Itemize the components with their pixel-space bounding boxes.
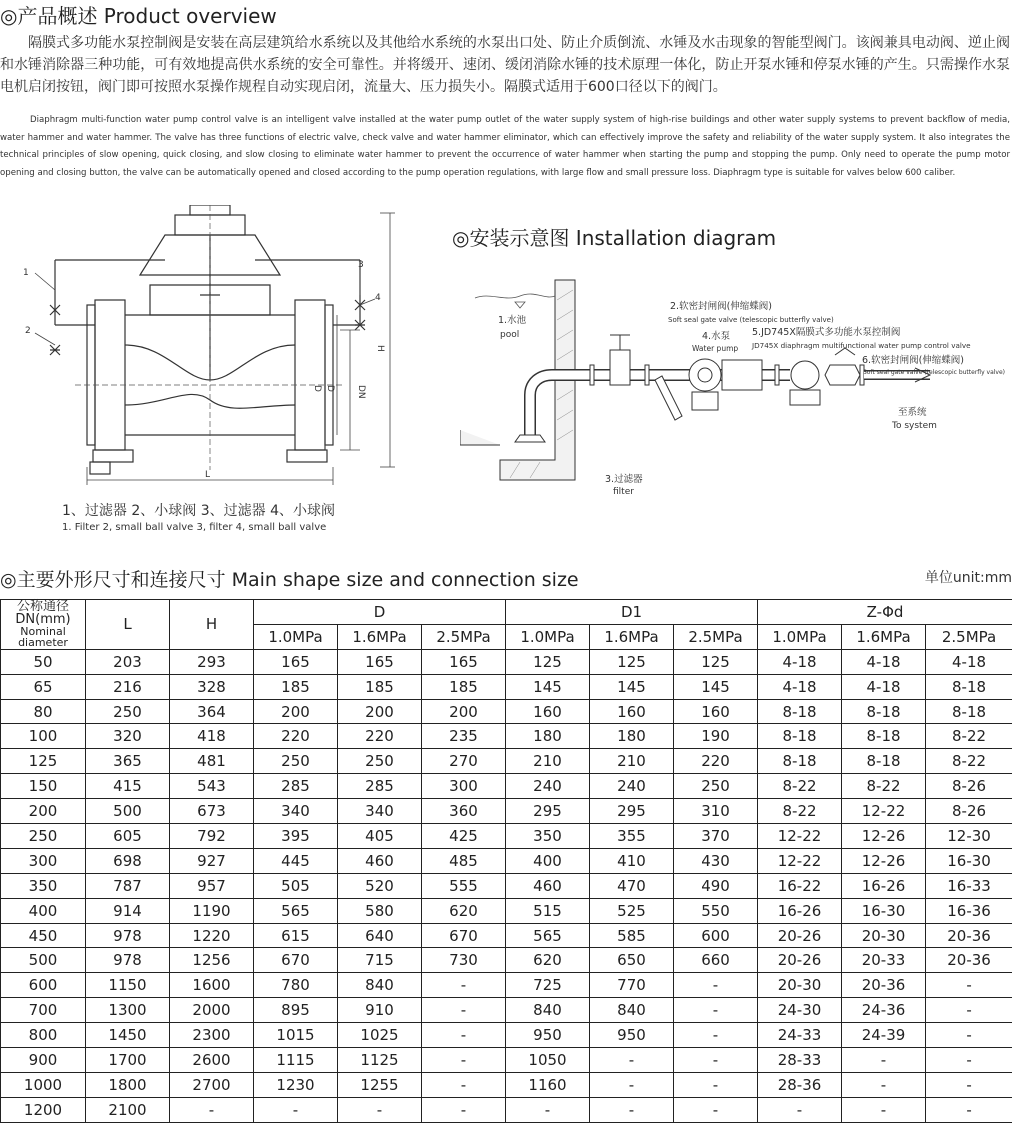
table-cell: 481 (170, 749, 254, 774)
table-cell: 300 (1, 848, 86, 873)
table-cell: 203 (86, 649, 170, 674)
valve-callout-2: 2 (25, 326, 31, 336)
table-cell: 715 (338, 948, 422, 973)
table-cell: 8-18 (842, 724, 926, 749)
table-cell: - (674, 973, 758, 998)
table-cell: 8-22 (926, 749, 1012, 774)
table-cell: 1700 (86, 1048, 170, 1073)
table-cell: 8-22 (758, 799, 842, 824)
label-system-en: To system (892, 421, 937, 431)
valve-dim-D: D (312, 385, 322, 392)
table-cell: 150 (1, 774, 86, 799)
table-row (1, 948, 1012, 973)
table-cell: 4-18 (758, 674, 842, 699)
table-cell: 445 (254, 848, 338, 873)
table-cell: 340 (338, 799, 422, 824)
table-cell: - (926, 998, 1012, 1023)
table-cell: 20-36 (842, 973, 926, 998)
table-cell: 615 (254, 923, 338, 948)
table-cell: 310 (674, 799, 758, 824)
table-cell: 670 (422, 923, 506, 948)
table-row (1, 923, 1012, 948)
header-D1: D1 (506, 600, 758, 625)
table-cell: 364 (170, 699, 254, 724)
table-cell: 145 (506, 674, 590, 699)
table-cell: - (674, 998, 758, 1023)
table-cell: 650 (590, 948, 674, 973)
table-cell: 910 (338, 998, 422, 1023)
label-gate6-cn: 6.软密封闸阀(伸缩蝶阀) (862, 355, 964, 366)
table-cell: 400 (1, 898, 86, 923)
table-cell: - (422, 1072, 506, 1097)
label-filter-cn: 3.过滤器 (605, 474, 643, 485)
table-cell: 460 (338, 848, 422, 873)
table-row (1, 699, 1012, 724)
label-filter-en: filter (613, 487, 634, 497)
table-cell: 12-22 (758, 848, 842, 873)
table-cell: 620 (506, 948, 590, 973)
table-cell: 125 (590, 649, 674, 674)
table-cell: 216 (86, 674, 170, 699)
table-cell: 8-22 (926, 724, 1012, 749)
valve-dim-H: H (375, 345, 385, 352)
table-cell: 792 (170, 824, 254, 849)
table-cell: 320 (86, 724, 170, 749)
table-cell: 8-22 (842, 774, 926, 799)
table-cell: 220 (674, 749, 758, 774)
table-cell: 450 (1, 923, 86, 948)
table-cell: 165 (422, 649, 506, 674)
table-cell: 100 (1, 724, 86, 749)
table-cell: 520 (338, 873, 422, 898)
table-row (1, 973, 1012, 998)
table-cell: 490 (674, 873, 758, 898)
table-cell: 395 (254, 824, 338, 849)
table-cell: 12-22 (758, 824, 842, 849)
table-row (1, 848, 1012, 873)
table-cell: 16-36 (926, 898, 1012, 923)
table-cell: 1025 (338, 1023, 422, 1048)
table-cell: 145 (674, 674, 758, 699)
table-cell: 698 (86, 848, 170, 873)
table-cell: 24-33 (758, 1023, 842, 1048)
table-cell: 730 (422, 948, 506, 973)
label-pump-en: Water pump (692, 344, 739, 353)
table-cell: 200 (254, 699, 338, 724)
table-cell: 250 (86, 699, 170, 724)
table-row (1, 774, 1012, 799)
table-cell: 20-33 (842, 948, 926, 973)
table-cell: 8-18 (842, 749, 926, 774)
header-pressure: 2.5MPa (422, 624, 506, 649)
table-cell: 895 (254, 998, 338, 1023)
table-cell: - (422, 1097, 506, 1122)
table-cell: 293 (170, 649, 254, 674)
table-cell: 550 (674, 898, 758, 923)
table-cell: 950 (590, 1023, 674, 1048)
table-row (1, 724, 1012, 749)
table-cell: 24-36 (842, 998, 926, 1023)
table-cell: - (674, 1048, 758, 1073)
valve-caption-cn: 1、过滤器 2、小球阀 3、过滤器 4、小球阀 (62, 503, 335, 519)
table-cell: 210 (506, 749, 590, 774)
table-cell: 555 (422, 873, 506, 898)
table-cell: 185 (338, 674, 422, 699)
table-cell: 200 (338, 699, 422, 724)
table-cell: 515 (506, 898, 590, 923)
header-pressure: 2.5MPa (674, 624, 758, 649)
table-cell: 8-26 (926, 799, 1012, 824)
table-cell: 250 (338, 749, 422, 774)
table-cell: 8-18 (926, 674, 1012, 699)
valve-dim-D1: D (325, 385, 335, 392)
table-cell: - (926, 1072, 1012, 1097)
table-cell: 4-18 (842, 674, 926, 699)
table-cell: - (842, 1072, 926, 1097)
valve-dim-DN: DN (356, 385, 366, 399)
table-cell: 1300 (86, 998, 170, 1023)
table-cell: 8-18 (758, 724, 842, 749)
table-cell: 1230 (254, 1072, 338, 1097)
table-cell: 1800 (86, 1072, 170, 1097)
table-cell: 210 (590, 749, 674, 774)
table-cell: - (674, 1097, 758, 1122)
table-cell: 125 (674, 649, 758, 674)
valve-dim-L: L (205, 470, 211, 480)
table-row (1, 1048, 1012, 1073)
table-cell: - (422, 1023, 506, 1048)
table-cell: 418 (170, 724, 254, 749)
overview-title: ◎产品概述 Product overview (0, 4, 277, 28)
table-cell: 1600 (170, 973, 254, 998)
table-cell: 12-26 (842, 824, 926, 849)
table-cell: 285 (338, 774, 422, 799)
table-cell: 285 (254, 774, 338, 799)
table-cell: 470 (590, 873, 674, 898)
table-cell: 8-18 (758, 699, 842, 724)
table-row (1, 674, 1012, 699)
table-cell: 20-26 (758, 948, 842, 973)
table-cell: 840 (506, 998, 590, 1023)
table-cell: 235 (422, 724, 506, 749)
table-cell: 2000 (170, 998, 254, 1023)
table-cell: 220 (254, 724, 338, 749)
unit-label: 单位unit:mm (924, 570, 1012, 586)
table-cell: 250 (254, 749, 338, 774)
table-cell: 1220 (170, 923, 254, 948)
table-cell: - (842, 1097, 926, 1122)
label-pump-cn: 4.水泵 (702, 331, 731, 342)
table-cell: 65 (1, 674, 86, 699)
table-cell: - (506, 1097, 590, 1122)
table-cell: 185 (422, 674, 506, 699)
label-gate2-cn: 2.软密封闸阀(伸缩蝶阀) (670, 301, 772, 312)
table-cell: 12-30 (926, 824, 1012, 849)
table-cell: 250 (674, 774, 758, 799)
table-cell: 370 (674, 824, 758, 849)
table-cell: 1450 (86, 1023, 170, 1048)
table-cell: 295 (506, 799, 590, 824)
table-cell: - (758, 1097, 842, 1122)
table-cell: 360 (422, 799, 506, 824)
label-pool-en: pool (500, 330, 520, 340)
table-cell: 80 (1, 699, 86, 724)
valve-drawing (15, 205, 400, 495)
table-row (1, 799, 1012, 824)
table-cell: 328 (170, 674, 254, 699)
table-cell: 2100 (86, 1097, 170, 1122)
table-cell: 525 (590, 898, 674, 923)
table-cell: 1190 (170, 898, 254, 923)
table-cell: 8-18 (842, 699, 926, 724)
table-cell: 700 (1, 998, 86, 1023)
label-control-en: JD745X diaphragm multifunctional water pump control valve (752, 341, 971, 350)
table-cell: 50 (1, 649, 86, 674)
table-cell: 787 (86, 873, 170, 898)
table-cell: 780 (254, 973, 338, 998)
table-cell: 840 (590, 998, 674, 1023)
header-pressure: 1.6MPa (590, 624, 674, 649)
table-cell: 28-33 (758, 1048, 842, 1073)
table-cell: - (926, 1097, 1012, 1122)
table-cell: 505 (254, 873, 338, 898)
table-cell: 840 (338, 973, 422, 998)
table-cell: 543 (170, 774, 254, 799)
table-cell: 1150 (86, 973, 170, 998)
table-cell: - (926, 1048, 1012, 1073)
table-cell: 355 (590, 824, 674, 849)
table-cell: 16-26 (758, 898, 842, 923)
dimensions-table (0, 599, 1012, 1123)
table-cell: - (674, 1072, 758, 1097)
table-cell: 145 (590, 674, 674, 699)
table-cell: 125 (506, 649, 590, 674)
header-pressure: 1.0MPa (758, 624, 842, 649)
table-cell: 160 (506, 699, 590, 724)
table-cell: 200 (1, 799, 86, 824)
table-cell: 160 (674, 699, 758, 724)
table-cell: 1050 (506, 1048, 590, 1073)
table-cell: 365 (86, 749, 170, 774)
table-cell: 660 (674, 948, 758, 973)
table-row (1, 749, 1012, 774)
header-H: H (170, 600, 254, 650)
table-cell: 927 (170, 848, 254, 873)
table-cell: 770 (590, 973, 674, 998)
installation-title: ◎安装示意图 Installation diagram (452, 226, 777, 250)
table-cell: 670 (254, 948, 338, 973)
table-cell: 640 (338, 923, 422, 948)
table-cell: 240 (590, 774, 674, 799)
table-cell: - (338, 1097, 422, 1122)
table-cell: 190 (674, 724, 758, 749)
label-control-cn: 5.JD745X隔膜式多功能水泵控制阀 (752, 327, 901, 338)
table-cell: 20-30 (758, 973, 842, 998)
header-L: L (86, 600, 170, 650)
table-row (1, 873, 1012, 898)
table-cell: 165 (254, 649, 338, 674)
header-pressure: 2.5MPa (926, 624, 1012, 649)
valve-callout-3: 3 (358, 260, 364, 270)
table-cell: 8-22 (758, 774, 842, 799)
table-cell: 16-30 (842, 898, 926, 923)
table-cell: 405 (338, 824, 422, 849)
table-cell: 12-22 (842, 799, 926, 824)
header-pressure: 1.6MPa (338, 624, 422, 649)
header-D: D (254, 600, 506, 625)
table-row (1, 998, 1012, 1023)
table-row (1, 824, 1012, 849)
table-cell: 28-36 (758, 1072, 842, 1097)
table-cell: 1015 (254, 1023, 338, 1048)
table-cell: 725 (506, 973, 590, 998)
table-cell: - (590, 1048, 674, 1073)
table-cell: 1256 (170, 948, 254, 973)
table-cell: 580 (338, 898, 422, 923)
header-pressure: 1.6MPa (842, 624, 926, 649)
table-cell: 800 (1, 1023, 86, 1048)
table-cell: 410 (590, 848, 674, 873)
dimensions-title: ◎主要外形尺寸和连接尺寸 Main shape size and connection size (0, 569, 579, 591)
table-cell: 340 (254, 799, 338, 824)
table-cell: 180 (590, 724, 674, 749)
table-cell: 185 (254, 674, 338, 699)
table-cell: 2700 (170, 1072, 254, 1097)
table-cell: 16-30 (926, 848, 1012, 873)
table-cell: 16-22 (758, 873, 842, 898)
table-cell: 1125 (338, 1048, 422, 1073)
table-cell: 350 (506, 824, 590, 849)
table-row (1, 1072, 1012, 1097)
valve-callout-4: 4 (375, 293, 381, 303)
table-cell: - (590, 1072, 674, 1097)
table-cell: 180 (506, 724, 590, 749)
table-cell: 2600 (170, 1048, 254, 1073)
table-cell: 4-18 (926, 649, 1012, 674)
table-cell: 270 (422, 749, 506, 774)
table-cell: - (674, 1023, 758, 1048)
installation-diagram (460, 270, 1010, 500)
table-cell: 1255 (338, 1072, 422, 1097)
table-cell: - (422, 973, 506, 998)
table-cell: 400 (506, 848, 590, 873)
label-gate6-en: Soft seal gate valve (telescopic butterfly valve) (863, 369, 1006, 376)
table-cell: 16-33 (926, 873, 1012, 898)
table-cell: 620 (422, 898, 506, 923)
valve-caption-en: 1. Filter 2, small ball valve 3, filter 4, small ball valve (62, 522, 327, 533)
table-cell: - (422, 998, 506, 1023)
table-cell: 485 (422, 848, 506, 873)
table-cell: - (590, 1097, 674, 1122)
table-cell: 1115 (254, 1048, 338, 1073)
table-cell: 4-18 (842, 649, 926, 674)
table-cell: 1160 (506, 1072, 590, 1097)
table-cell: 978 (86, 923, 170, 948)
table-cell: 20-30 (842, 923, 926, 948)
table-cell: 20-36 (926, 923, 1012, 948)
table-cell: 565 (254, 898, 338, 923)
overview-text-en: Diaphragm multi-function water pump control valve is an intelligent valve installed at the water pump outlet of the water supply system of high-rise buildings and other water supply systems to prevent backflow of media, water hammer and water hammer. The valve has three functions of electric valve, check valve and water hammer eliminator, which can effectively improve the safety and reliability of the water supply system. It also integrates the technical principles of slow opening, quick closing, and slow closing to eliminate water hammer to prevent the occurrence of water hammer when starting the pump and stopping the pump. Only need to operate the pump motor opening and closing button, the valve can be automatically opened and closed according to the pump operation regulations, with large flow and small pressure loss. Diaphragm type is suitable for valves below 600 caliber. (0, 115, 1010, 178)
table-cell: 8-18 (926, 699, 1012, 724)
table-cell: 425 (422, 824, 506, 849)
table-cell: 978 (86, 948, 170, 973)
table-cell: 500 (1, 948, 86, 973)
header-pressure: 1.0MPa (254, 624, 338, 649)
table-cell: 24-39 (842, 1023, 926, 1048)
table-cell: 415 (86, 774, 170, 799)
header-Z: Z-Φd (758, 600, 1012, 625)
valve-callout-1: 1 (23, 268, 29, 278)
table-cell: 950 (506, 1023, 590, 1048)
table-cell: 1000 (1, 1072, 86, 1097)
table-cell: 673 (170, 799, 254, 824)
label-pool-cn: 1.水池 (498, 315, 527, 326)
table-cell: 8-18 (758, 749, 842, 774)
table-cell: 20-26 (758, 923, 842, 948)
table-cell: 160 (590, 699, 674, 724)
table-cell: 200 (422, 699, 506, 724)
table-cell: 8-26 (926, 774, 1012, 799)
header-pressure: 1.0MPa (506, 624, 590, 649)
table-cell: - (254, 1097, 338, 1122)
table-cell: - (170, 1097, 254, 1122)
table-cell: 605 (86, 824, 170, 849)
table-cell: - (926, 1023, 1012, 1048)
table-cell: 460 (506, 873, 590, 898)
table-cell: 24-30 (758, 998, 842, 1023)
table-cell: 914 (86, 898, 170, 923)
table-row (1, 1023, 1012, 1048)
table-row (1, 898, 1012, 923)
table-cell: - (842, 1048, 926, 1073)
table-cell: 1200 (1, 1097, 86, 1122)
table-cell: 20-36 (926, 948, 1012, 973)
table-cell: 600 (1, 973, 86, 998)
label-gate2-en: Soft seal gate valve (telescopic butterfly valve) (668, 316, 834, 324)
table-cell: 957 (170, 873, 254, 898)
table-cell: 500 (86, 799, 170, 824)
table-cell: 4-18 (758, 649, 842, 674)
table-cell: - (926, 973, 1012, 998)
table-cell: 165 (338, 649, 422, 674)
table-row (1, 1097, 1012, 1122)
table-cell: 300 (422, 774, 506, 799)
table-cell: 900 (1, 1048, 86, 1073)
table-cell: 2300 (170, 1023, 254, 1048)
table-cell: 125 (1, 749, 86, 774)
header-dn: 公称通径 DN(mm) Nominal diameter (1, 600, 86, 650)
overview-text-cn: 隔膜式多功能水泵控制阀是安装在高层建筑给水系统以及其他给水系统的水泵出口处、防止介质倒流、水锤及水击现象的智能型阀门。该阀兼具电动阀、逆止阀和水锤消除器三种功能，可有效地提高供水系统的安全可靠性。并将缓开、速闭、缓闭消除水锤的技术原理一体化，防止开泵水锤和停泵水锤的产生。只需操作水泵电机启闭按钮，阀门即可按照水泵操作规程自动实现启闭，流量大、压力损失小。隔膜式适用于600口径以下的阀门。 (0, 35, 1010, 95)
table-cell: 16-26 (842, 873, 926, 898)
table-cell: 430 (674, 848, 758, 873)
table-cell: 585 (590, 923, 674, 948)
table-cell: - (422, 1048, 506, 1073)
table-cell: 12-26 (842, 848, 926, 873)
table-cell: 240 (506, 774, 590, 799)
table-cell: 600 (674, 923, 758, 948)
table-row (1, 649, 1012, 674)
table-cell: 350 (1, 873, 86, 898)
table-cell: 295 (590, 799, 674, 824)
dimensions-table-body (1, 649, 1012, 1122)
table-cell: 565 (506, 923, 590, 948)
table-cell: 220 (338, 724, 422, 749)
table-cell: 250 (1, 824, 86, 849)
label-system-cn: 至系统 (898, 407, 927, 418)
